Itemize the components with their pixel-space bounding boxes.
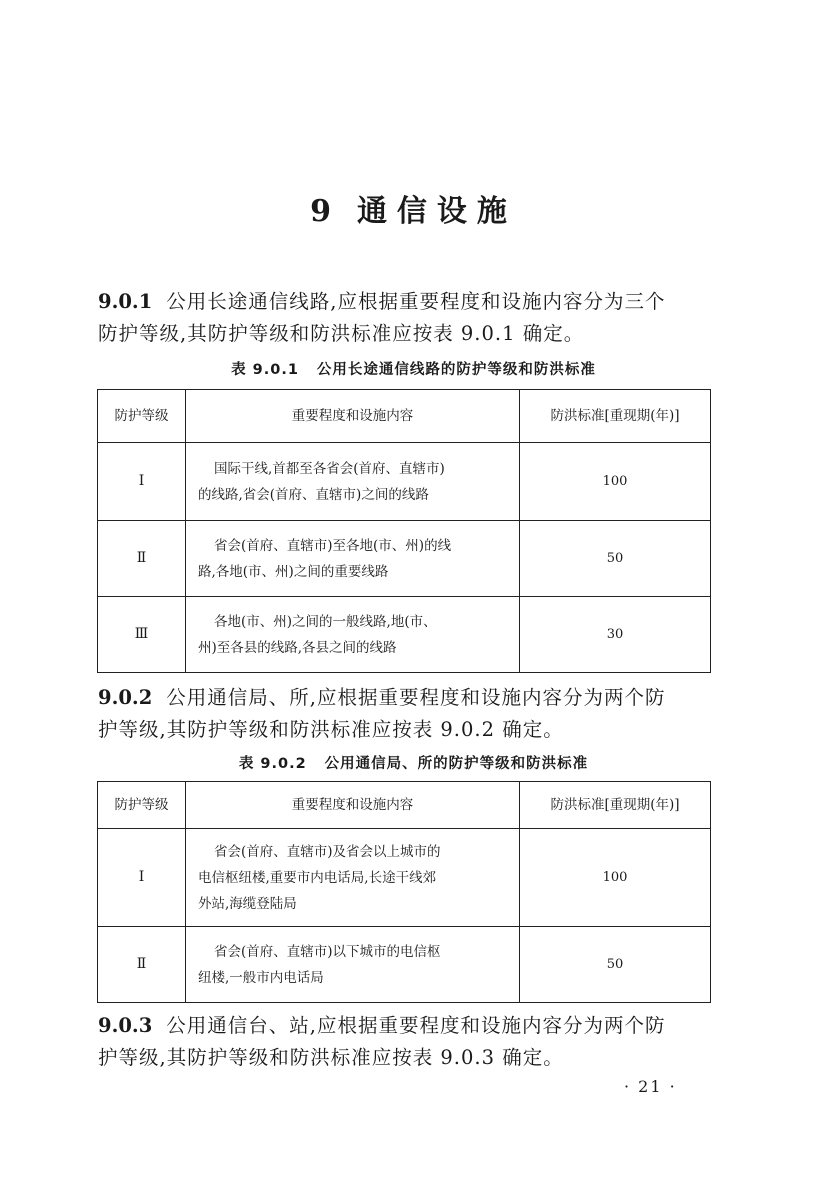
clause-9-0-3 <box>98 1010 718 1074</box>
content-cell: 省会(首府、直辖市)及省会以上城市的 电信枢纽楼,重要市内电话局,长途干线郊 外站,海缆登陆局 <box>186 829 520 927</box>
table-9-0-1 <box>97 389 711 673</box>
table-row <box>98 521 711 597</box>
table-9-0-2-caption: 表 9.0.2 公用通信局、所的防护等级和防洪标准 <box>238 756 589 772</box>
page-number: · 21 · <box>624 1077 677 1096</box>
header-protection-level: 防护等级 <box>98 390 186 443</box>
flood-standard-cell: 50 <box>520 521 711 597</box>
clause-9-0-3-line-1: 9.0.3 公用通信台、站,应根据重要程度和设施内容分为两个防 <box>98 1014 666 1037</box>
clause-9-0-2 <box>98 682 718 746</box>
table-row <box>98 829 711 927</box>
flood-standard-cell: 100 <box>520 443 711 521</box>
header-protection-level: 防护等级 <box>98 782 186 829</box>
clause-9-0-1-line-2: 防护等级,其防护等级和防洪标准应按表 9.0.1 确定。 <box>98 322 585 345</box>
level-cell: Ⅱ <box>98 521 186 597</box>
header-content: 重要程度和设施内容 <box>186 390 520 443</box>
clause-9-0-2-number: 9.0.2 <box>98 686 153 709</box>
table-header-row <box>98 782 711 829</box>
level-cell: Ⅰ <box>98 443 186 521</box>
chapter-number: 9 <box>310 194 331 229</box>
header-flood-standard: 防洪标准[重现期(年)] <box>520 390 711 443</box>
table-9-0-1-caption: 表 9.0.1 公用长途通信线路的防护等级和防洪标准 <box>231 362 596 378</box>
table-9-0-2 <box>97 781 711 1003</box>
clause-9-0-1-line-1: 9.0.1 公用长途通信线路,应根据重要程度和设施内容分为三个 <box>98 290 666 313</box>
level-cell: Ⅰ <box>98 829 186 927</box>
clause-9-0-1-number: 9.0.1 <box>98 290 153 313</box>
header-flood-standard: 防洪标准[重现期(年)] <box>520 782 711 829</box>
clause-9-0-2-line-2: 护等级,其防护等级和防洪标准应按表 9.0.2 确定。 <box>98 718 564 741</box>
content-cell: 国际干线,首都至各省会(首府、直辖市) 的线路,省会(首府、直辖市)之间的线路 <box>186 443 520 521</box>
clause-9-0-1 <box>98 286 718 350</box>
table-header-row <box>98 390 711 443</box>
level-cell: Ⅱ <box>98 927 186 1003</box>
flood-standard-cell: 100 <box>520 829 711 927</box>
clause-9-0-3-number: 9.0.3 <box>98 1014 153 1037</box>
chapter-name: 通信设施 <box>356 194 517 229</box>
table-row <box>98 597 711 673</box>
flood-standard-cell: 50 <box>520 927 711 1003</box>
table-row <box>98 443 711 521</box>
clause-9-0-2-line-1: 9.0.2 公用通信局、所,应根据重要程度和设施内容分为两个防 <box>98 686 666 709</box>
content-cell: 各地(市、州)之间的一般线路,地(市、 州)至各县的线路,各县之间的线路 <box>186 597 520 673</box>
clause-9-0-3-line-2: 护等级,其防护等级和防洪标准应按表 9.0.3 确定。 <box>98 1046 564 1069</box>
content-cell: 省会(首府、直辖市)至各地(市、州)的线 路,各地(市、州)之间的重要线路 <box>186 521 520 597</box>
chapter-title <box>0 186 827 230</box>
table-row <box>98 927 711 1003</box>
level-cell: Ⅲ <box>98 597 186 673</box>
header-content: 重要程度和设施内容 <box>186 782 520 829</box>
flood-standard-cell: 30 <box>520 597 711 673</box>
content-cell: 省会(首府、直辖市)以下城市的电信枢 纽楼,一般市内电话局 <box>186 927 520 1003</box>
